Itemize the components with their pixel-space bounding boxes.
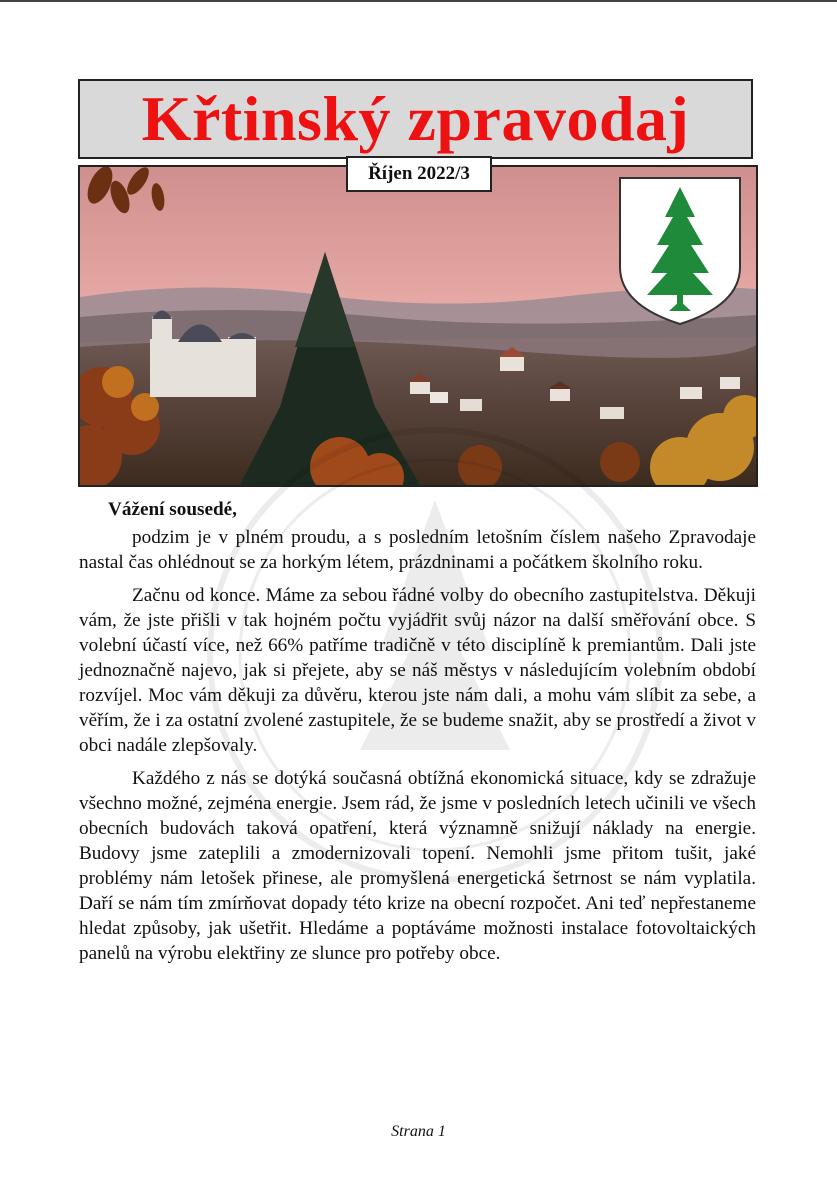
top-rule [0, 0, 837, 2]
paragraph: Začnu od konce. Máme za sebou řádné volby do obecního zastupitelstva. Děkuji vám, že jste přišli v tak hojném počtu vyjádřit svůj názor na další směřování obce. S volební účastí více, než 66% patříme tradičně v této disciplíně k premiantům. Dali jste jednoznačně najevo, jak si přejete, aby se náš městys v následujícím volebním období rozvíjel. Moc vám děkuji za důvěru, kterou jste nám dali, a mohu vám slíbit za sebe, a věřím, že i za ostatní zvolené zastupitele, že se budeme snažit, aby se prostředí a život v obci nadále zlepšovaly. [79, 585, 756, 756]
greeting: Vážení sousedé, [108, 499, 237, 520]
paragraph: podzim je v plném proudu, a s posledním letošním číslem našeho Zpravodaje nastal čas ohlédnout se za horkým létem, prázdninami a počátkem školního roku. [79, 527, 756, 573]
newsletter-title: Křtinský zpravodaj [141, 83, 690, 154]
page-number: Strana 1 [391, 1123, 446, 1140]
article-body [79, 497, 756, 974]
issue-label: Říjen 2022/3 [346, 156, 492, 192]
spruce-tree-shield-icon [617, 175, 743, 327]
paragraph: Každého z nás se dotýká současná obtížná ekonomická situace, kdy se zdražuje všechno možné, zejména energie. Jsem rád, že jsme v posledních letech učinili ve všech obecních budovách taková opatření, která významně snižují náklady na energie. Budovy jsme zateplili a zmodernizovali topení. Nemohli jsme přitom tušit, jaké problémy nám letošek přinese, ale promyšlená energetická šetrnost se nám vyplatila. Daří se nám tím zmírňovat dopady této krize na obecní rozpočet. Ani teď nepřestaneme hledat způsoby, jak ušetřit. Hledáme a poptáváme možnosti instalace fotovoltaických panelů na výrobu elektřiny ze slunce pro potřeby obce. [79, 768, 756, 964]
masthead [78, 79, 753, 159]
